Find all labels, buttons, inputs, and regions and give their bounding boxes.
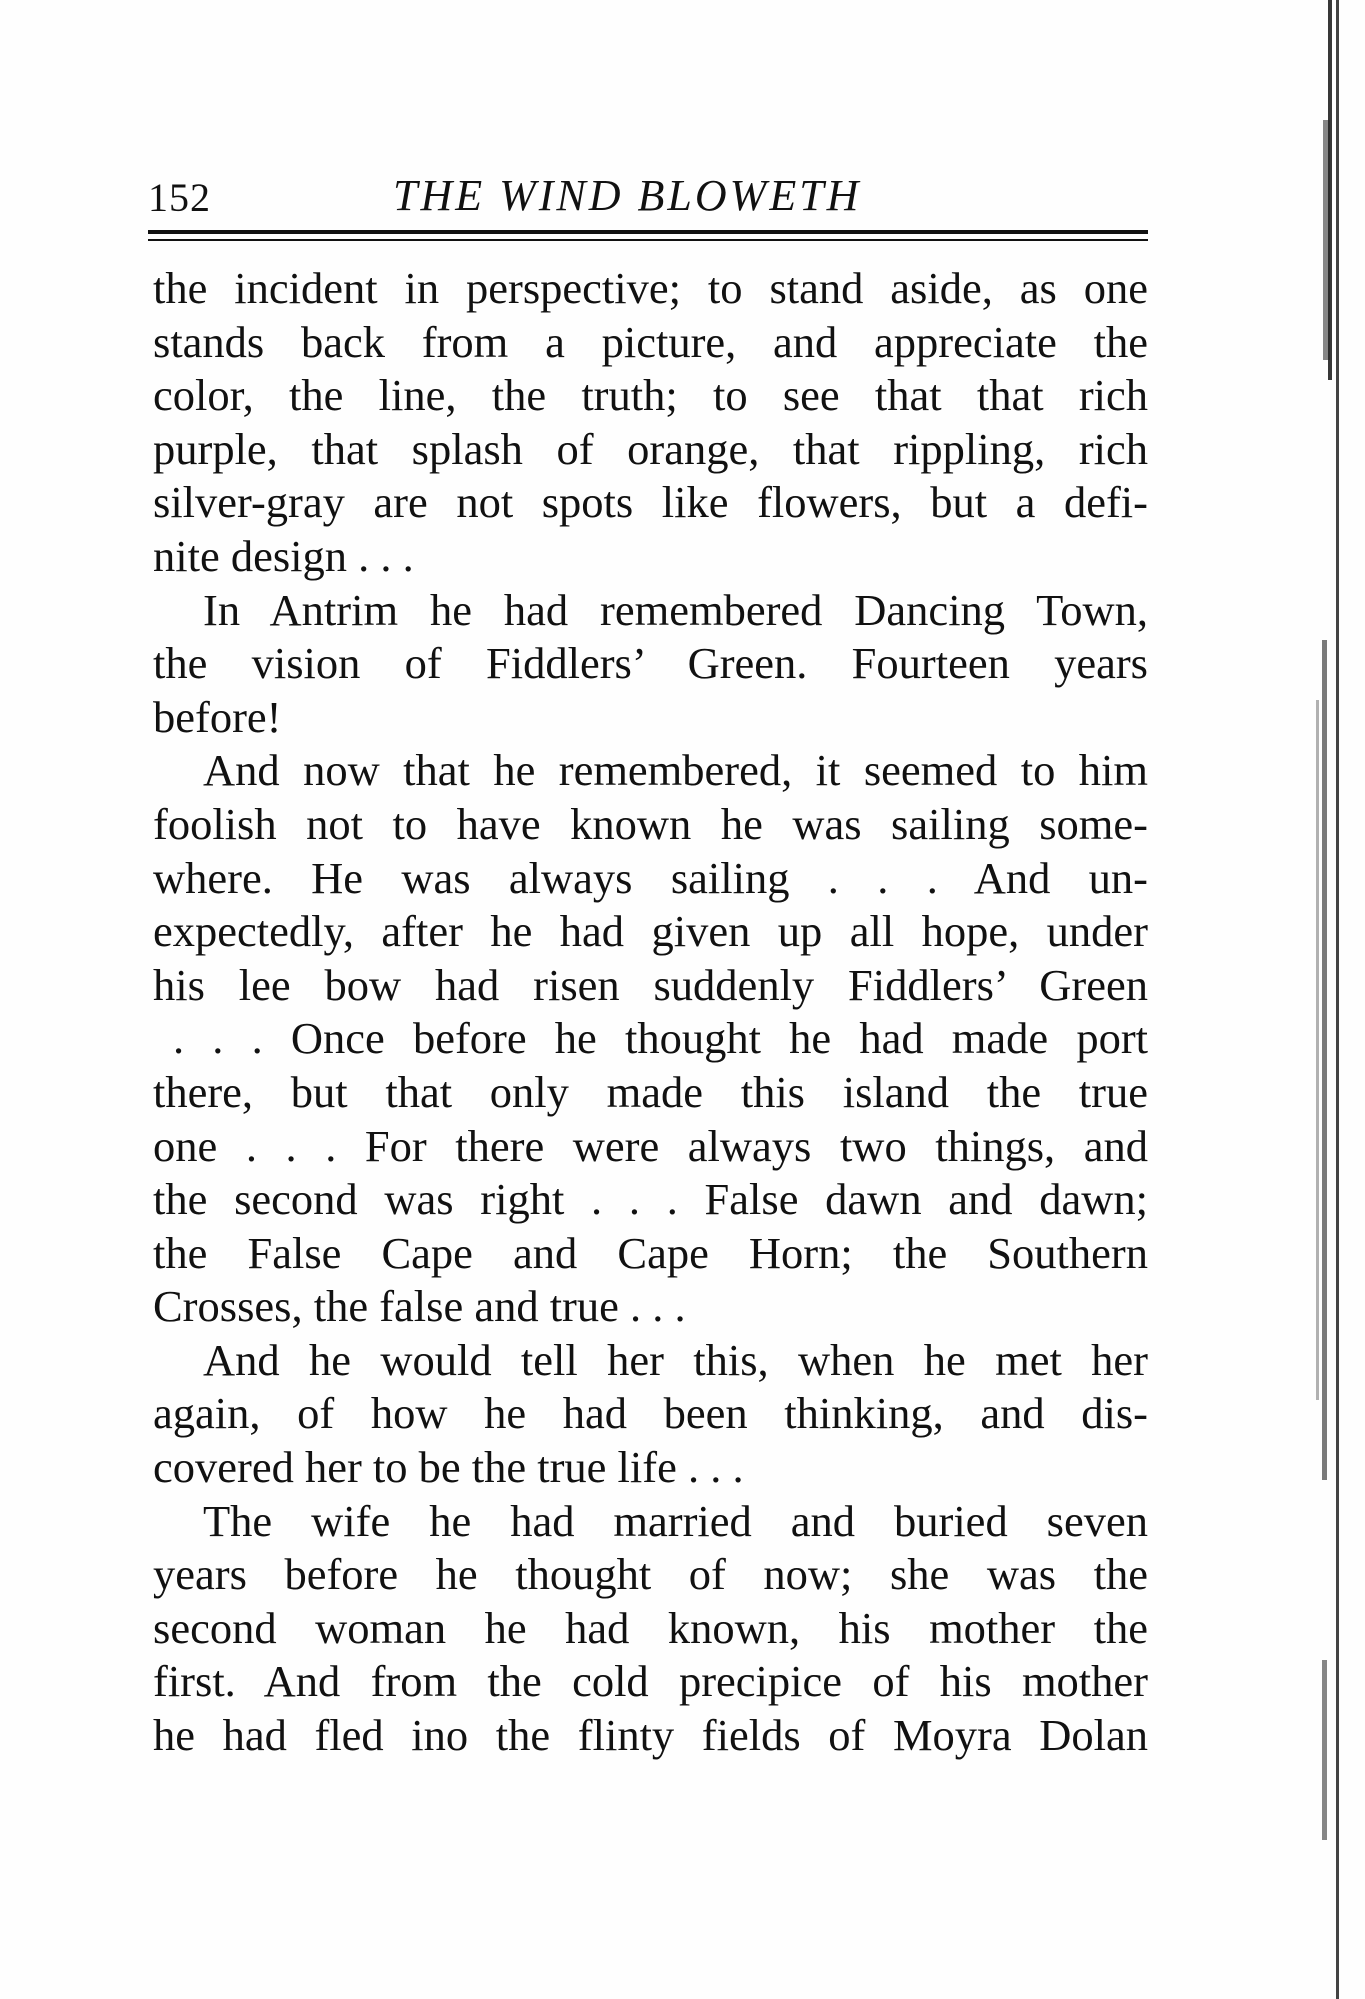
text-line: he had fled ino the flinty fields of Moyra Dolan [153,1710,1148,1761]
scan-edge-line [1336,0,1339,1999]
header-rule-thin [148,239,1148,241]
text-line: expectedly, after he had given up all hope, under [153,906,1148,957]
text-line: color, the line, the truth; to see that that rich [153,370,1148,421]
text-line: nite design . . . [153,530,414,581]
header-rule-thick [148,230,1148,234]
text-line: the False Cape and Cape Horn; the Southern [153,1227,1148,1278]
text-line: the vision of Fiddlers’ Green. Fourteen years [153,638,1148,689]
text-line: . . . Once before he thought he had made port [173,1013,1148,1064]
text-line: foolish not to have known he was sailing some- [153,798,1148,849]
text-line: there, but that only made this island the true [153,1066,1148,1117]
text-line: purple, that splash of orange, that rippling, rich [153,423,1148,474]
text-line: again, of how he had been thinking, and dis- [153,1388,1148,1439]
text-line: where. He was always sailing . . . And un- [153,852,1148,903]
paragraph-start-line: The wife he had married and buried seven [203,1495,1148,1546]
paragraph-start-line: In Antrim he had remembered Dancing Town, [203,584,1148,635]
scan-edge-shadow [1316,700,1319,1400]
scan-edge-shadow [1322,640,1327,1480]
text-line: one . . . For there were always two things, and [153,1120,1148,1171]
paragraph-start-line: And now that he remembered, it seemed to him [203,745,1148,796]
text-line: the second was right . . . False dawn and dawn; [153,1174,1148,1225]
text-line: stands back from a picture, and appreciate the [153,316,1148,367]
text-line: covered her to be the true life . . . [153,1442,744,1493]
text-line: first. And from the cold precipice of his mother [153,1656,1148,1707]
text-line: second woman he had known, his mother the [153,1602,1148,1653]
text-line: his lee bow had risen suddenly Fiddlers’ Green [153,959,1148,1010]
body-text [153,262,1148,1763]
page-header [148,170,1148,230]
text-line: before! [153,691,282,742]
text-line: silver-gray are not spots like flowers, but a defi- [153,477,1148,528]
page-number: 152 [148,175,211,220]
text-line: Crosses, the false and true . . . [153,1281,686,1332]
scan-edge-shadow [1323,120,1330,360]
paragraph-start-line: And he would tell her this, when he met her [203,1334,1148,1385]
text-line: years before he thought of now; she was the [153,1549,1148,1600]
scan-edge-shadow [1322,1660,1327,1840]
running-title: THE WIND BLOWETH [393,171,862,220]
text-line: the incident in perspective; to stand aside, as one [153,263,1148,313]
